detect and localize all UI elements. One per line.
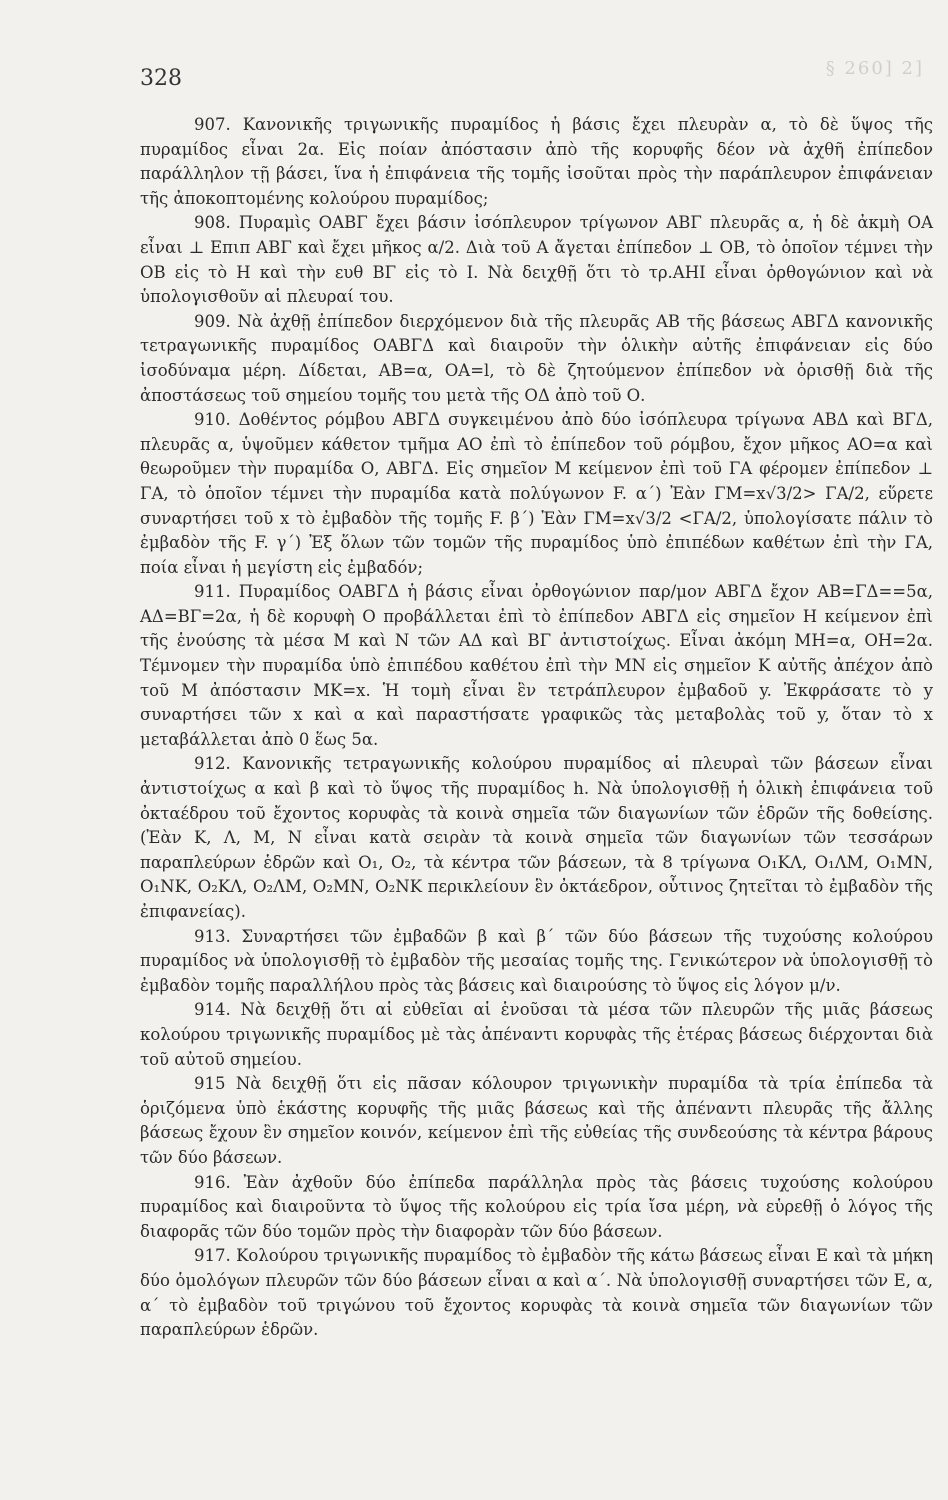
problem-number: 916. — [194, 1172, 231, 1192]
problem-917 — [140, 1244, 933, 1342]
problem-text: Συναρτήσει τῶν ἐμβαδῶν β καὶ β΄ τῶν δύο βάσεων τῆς τυχούσης κολούρου πυραμίδος νὰ ὑπολογισθῇ τὸ ἐμβαδὸν τῆς μεσαίας τομῆς της. Γενικώτερον νὰ ὑπολογισθῇ τὸ ἐμβαδὸν τομῆς παραλλήλου πρὸς τὰς βάσεις καὶ διαιρούσης τὸ ὕψος εἰς λόγον μ/ν. — [140, 926, 933, 995]
problem-text: Δοθέντος ρόμβου ΑΒΓΔ συγκειμένου ἀπὸ δύο ἰσόπλευρα τρίγωνα ΑΒΔ καὶ ΒΓΔ, πλευρᾶς α, ὑψοῦμεν κάθετον τμῆμα ΑΟ ἐπὶ τὸ ἐπίπεδον τοῦ ρόμβου, ἔχον μῆκος ΑΟ=α καὶ θεωροῦμεν τὴν πυραμίδα Ο, ΑΒΓΔ. Εἰς σημεῖον Μ κείμενον ἐπὶ τοῦ ΓΑ φέρομεν ἐπίπεδον ⊥ ΓΑ, τὸ ὁποῖον τέμνει τὴν πυραμίδα κατὰ πολύγωνον F. α΄) Ἐὰν ΓΜ=x√3/2> ΓΑ/2, εὕρετε συναρτήσει τοῦ x τὸ ἐμβαδὸν τῆς τομῆς F. β΄) Ἐὰν ΓΜ=x√3/2 <ΓΑ/2, ὑπολογίσατε πάλιν τὸ ἐμβαδὸν τῆς F. γ΄) Ἐξ ὅλων τῶν τομῶν τῆς πυραμίδος ὑπὸ ἐπιπέδων καθέτων ἐπὶ τὴν ΓΑ, ποία εἶναι ἡ μεγίστη εἰς ἐμβαδόν; — [140, 410, 934, 577]
problem-number: 912. — [194, 754, 231, 774]
problem-916 — [140, 1171, 933, 1245]
show-through-header: § 260] 2] — [825, 58, 924, 79]
problem-908 — [140, 211, 933, 309]
problem-number: 911. — [194, 582, 231, 602]
page-number: 328 — [140, 66, 182, 91]
problem-907 — [140, 113, 933, 211]
problem-number: 910. — [194, 410, 231, 430]
problem-number: 909. — [194, 311, 231, 331]
problem-text: Νὰ δειχθῇ ὅτι εἰς πᾶσαν κόλουρον τριγωνικὴν πυραμίδα τὰ τρία ἐπίπεδα τὰ ὁριζόμενα ὑπὸ ἑκάστης κορυφῆς τῆς μιᾶς βάσεως καὶ τῆς ἀπέναντι πλευρᾶς τῆς ἄλλης βάσεως ἔχουν ἓν σημεῖον κοινόν, κείμενον ἐπὶ τῆς εὐθείας τῆς συνδεούσης τὰ κέντρα βάρους τῶν δύο βάσεων. — [140, 1074, 933, 1167]
problem-text: Κανονικῆς τετραγωνικῆς κολούρου πυραμίδος αἱ πλευραὶ τῶν βάσεων εἶναι ἀντιστοίχως α καὶ β καὶ τὸ ὕψος τῆς πυραμίδος h. Νὰ ὑπολογισθῇ ἡ ὁλικὴ ἐπιφάνεια τοῦ ὀκταέδρου τοῦ ἔχοντος κορυφὰς τὰ κοινὰ σημεῖα τῶν διαγωνίων τῶν ἑδρῶν τῆς δοθείσης. (Ἐὰν Κ, Λ, Μ, Ν εἶναι κατὰ σειρὰν τὰ κοινὰ σημεῖα τῶν διαγωνίων τῶν τεσσάρων παραπλεύρων ἑδρῶν καὶ Ο₁, Ο₂, τὰ κέντρα τῶν βάσεων, τὰ 8 τρίγωνα Ο₁ΚΛ, Ο₁ΛΜ, Ο₁ΜΝ, Ο₁ΝΚ, Ο₂ΚΛ, Ο₂ΛΜ, Ο₂ΜΝ, Ο₂ΝΚ περικλείουν ἓν ὀκτάεδρον, οὗτινος ζητεῖται τὸ ἐμβαδὸν τῆς ἐπιφανείας). — [140, 754, 934, 921]
problem-910 — [140, 408, 933, 580]
problem-number: 915 — [194, 1074, 226, 1094]
problem-915 — [140, 1072, 933, 1170]
problem-text: Κανονικῆς τριγωνικῆς πυραμίδος ἡ βάσις ἔχει πλευρὰν α, τὸ δὲ ὕψος τῆς πυραμίδος εἶναι 2α. Εἰς ποίαν ἀπόστασιν ἀπὸ τῆς κορυφῆς δέον νὰ ἀχθῆ ἐπίπεδον παράλληλον τῇ βάσει, ἵνα ἡ ἐπιφάνεια τῆς τομῆς ἰσοῦται πρὸς τὴν παράπλευρον ἐπιφάνειαν τῆς ἀποκοπτομένης κολούρου πυραμίδος; — [140, 115, 933, 208]
problem-text: Κολούρου τριγωνικῆς πυραμίδος τὸ ἐμβαδὸν τῆς κάτω βάσεως εἶναι Ε καὶ τὰ μήκη δύο ὁμολόγων πλευρῶν τῶν δύο βάσεων εἶναι α καὶ α΄. Νὰ ὑπολογισθῇ συναρτήσει τῶν Ε, α, α΄ τὸ ἐμβαδὸν τοῦ τριγώνου τοῦ ἔχοντος κορυφὰς τὰ κοινὰ σημεῖα τῶν διαγωνίων τῶν παραπλεύρων ἑδρῶν. — [140, 1246, 934, 1340]
problem-text: Πυραμίδος ΟΑΒΓΔ ἡ βάσις εἶναι ὀρθογώνιον παρ/μον ΑΒΓΔ ἔχον ΑΒ=ΓΔ==5α, ΑΔ=ΒΓ=2α, ἡ δὲ κορυφὴ Ο προβάλλεται ἐπὶ τὸ ἐπίπεδον ΑΒΓΔ εἰς σημεῖον Η κείμενον ἐπὶ τῆς ἑνούσης τὰ μέσα Μ καὶ Ν τῶν ΑΔ καὶ ΒΓ ἀντιστοίχως. Εἶναι ἀκόμη ΜΗ=α, ΟΗ=2α. Τέμνομεν τὴν πυραμίδα ὑπὸ ἐπιπέδου καθέτου ἐπὶ τὴν ΜΝ εἰς σημεῖον Κ αὐτῆς ἀπέχον ἀπὸ τοῦ Μ ἀπόστασιν ΜΚ=x. Ἡ τομὴ εἶναι ἓν τετράπλευρον ἐμβαδοῦ y. Ἐκφράσατε τὸ y συναρτήσει τῶν x καὶ α καὶ παραστήσατε γραφικῶς τὰς μεταβολὰς τοῦ y, ὅταν τὸ x μεταβάλλεται ἀπὸ 0 ἕως 5α. — [140, 582, 934, 749]
problem-text: Νὰ δειχθῇ ὅτι αἱ εὐθεῖαι αἱ ἑνοῦσαι τὰ μέσα τῶν πλευρῶν τῆς μιᾶς βάσεως κολούρου τριγωνικῆς πυραμίδος μὲ τὰς ἀπέναντι κορυφὰς τῆς ἑτέρας βάσεως διέρχονται διὰ τοῦ αὐτοῦ σημείου. — [140, 1000, 933, 1069]
problem-number: 914. — [194, 1000, 231, 1020]
problem-909 — [140, 310, 933, 408]
problem-number: 913. — [194, 926, 231, 946]
problem-914 — [140, 998, 933, 1072]
problem-913 — [140, 925, 933, 999]
problem-text: Ἐὰν ἀχθοῦν δύο ἐπίπεδα παράλληλα πρὸς τὰς βάσεις τυχούσης κολούρου πυραμίδος καὶ διαιροῦντα τὸ ὕψος τῆς κολούρου εἰς τρία ἴσα μέρη, νὰ εὑρεθῇ ὁ λόγος τῆς διαφορᾶς τῶν δύο τομῶν πρὸς τὴν διαφορὰν τῶν δύο βάσεων. — [140, 1172, 933, 1241]
problem-text: Πυραμὶς ΟΑΒΓ ἔχει βάσιν ἰσόπλευρον τρίγωνον ΑΒΓ πλευρᾶς α, ἡ δὲ ἀκμὴ ΟΑ εἶναι ⊥ Επιπ ΑΒΓ καὶ ἔχει μῆκος α/2. Διὰ τοῦ Α ἄγεται ἐπίπεδον ⊥ ΟΒ, τὸ ὁποῖον τέμνει τὴν ΟΒ εἰς τὸ Η καὶ τὴν ευθ ΒΓ εἰς τὸ Ι. Νὰ δειχθῇ ὅτι τὸ τρ.ΑΗΙ εἶναι ὀρθογώνιον καὶ νὰ ὑπολογισθοῦν αἱ πλευραί του. — [140, 213, 933, 307]
problem-text: Νὰ ἀχθῇ ἐπίπεδον διερχόμενον διὰ τῆς πλευρᾶς ΑΒ τῆς βάσεως ΑΒΓΔ κανονικῆς τετραγωνικῆς πυραμίδος ΟΑΒΓΔ καὶ διαιροῦν τὴν ὁλικὴν αὐτῆς ἐπιφάνειαν εἰς δύο ἰσοδύναμα μέρη. Δίδεται, ΑΒ=α, ΟΑ=l, τὸ δὲ ζητούμενον ἐπίπεδον νὰ ὁρισθῇ διὰ τῆς ἀποστάσεως τοῦ σημείου τομῆς του μετὰ τῆς ΟΔ ἀπὸ τοῦ Ο. — [140, 311, 933, 405]
problem-number: 907. — [194, 115, 231, 134]
problem-list — [140, 113, 933, 1343]
problem-number: 908. — [194, 213, 231, 233]
problem-number: 917. — [194, 1246, 231, 1266]
problem-911 — [140, 580, 933, 752]
problem-912 — [140, 752, 933, 924]
